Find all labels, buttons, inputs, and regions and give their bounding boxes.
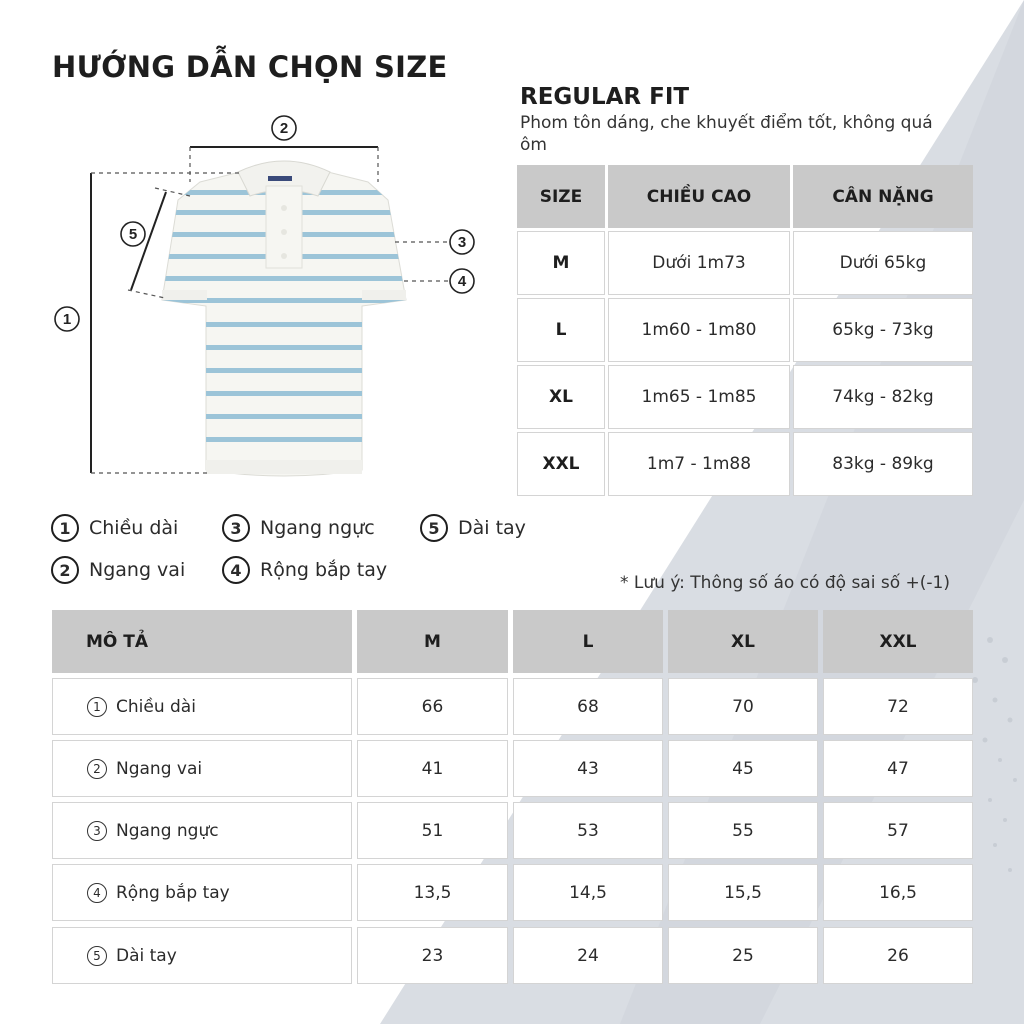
value-cell: 15,5	[668, 864, 818, 921]
legend-item-chest	[222, 514, 375, 542]
number-5-icon: 5	[87, 946, 107, 966]
size-cell: L	[517, 298, 605, 362]
value-cell: 14,5	[513, 864, 663, 921]
value-cell: 53	[513, 802, 663, 859]
table-row-label: 5 Dài tay	[52, 927, 352, 984]
page-title: HƯỚNG DẪN CHỌN SIZE	[52, 50, 448, 84]
height-cell: 1m7 - 1m88	[608, 432, 790, 496]
fit-description: Phom tôn dáng, che khuyết điểm tốt, không quá ôm	[520, 113, 933, 155]
size-xl-header: XL	[668, 610, 818, 673]
shirt-diagram	[40, 110, 510, 490]
number-1-icon: 1	[87, 697, 107, 717]
legend-label: Chiều dài	[89, 517, 179, 539]
height-cell: Dưới 1m73	[608, 231, 790, 295]
legend-label: Dài tay	[458, 517, 526, 539]
value-cell: 47	[823, 740, 973, 797]
value-cell: 43	[513, 740, 663, 797]
table-row-label: 4 Rộng bắp tay	[52, 864, 352, 921]
value-cell: 51	[357, 802, 508, 859]
value-cell: 16,5	[823, 864, 973, 921]
weight-cell: 83kg - 89kg	[793, 432, 973, 496]
weight-header: CÂN NẶNG	[793, 165, 973, 228]
description-header: MÔ TẢ	[52, 610, 352, 673]
number-1-icon: 1	[51, 514, 79, 542]
number-4-icon: 4	[222, 556, 250, 584]
weight-cell: Dưới 65kg	[793, 231, 973, 295]
value-cell: 25	[668, 927, 818, 984]
value-cell: 23	[357, 927, 508, 984]
number-3-icon: 3	[222, 514, 250, 542]
height-cell: 1m65 - 1m85	[608, 365, 790, 429]
fit-title: REGULAR FIT	[520, 84, 690, 110]
value-cell: 72	[823, 678, 973, 735]
marker-3: 3	[457, 234, 467, 251]
size-cell: XL	[517, 365, 605, 429]
value-cell: 45	[668, 740, 818, 797]
weight-cell: 74kg - 82kg	[793, 365, 973, 429]
size-cell: XXL	[517, 432, 605, 496]
value-cell: 57	[823, 802, 973, 859]
value-cell: 26	[823, 927, 973, 984]
number-4-icon: 4	[87, 883, 107, 903]
legend-item-sleeve	[420, 514, 526, 542]
value-cell: 66	[357, 678, 508, 735]
marker-2: 2	[279, 120, 289, 137]
marker-1: 1	[62, 311, 72, 328]
size-m-header: M	[357, 610, 508, 673]
legend-item-length	[51, 514, 178, 542]
number-2-icon: 2	[51, 556, 79, 584]
table-row-label: 1 Chiều dài	[52, 678, 352, 735]
value-cell: 24	[513, 927, 663, 984]
size-header: SIZE	[517, 165, 605, 228]
weight-cell: 65kg - 73kg	[793, 298, 973, 362]
number-3-icon: 3	[87, 821, 107, 841]
tolerance-note: * Lưu ý: Thông số áo có độ sai số +(-1)	[620, 573, 950, 593]
value-cell: 55	[668, 802, 818, 859]
table-row-label: 2 Ngang vai	[52, 740, 352, 797]
number-2-icon: 2	[87, 759, 107, 779]
legend-item-shoulder	[51, 556, 185, 584]
marker-5: 5	[128, 226, 138, 243]
number-5-icon: 5	[420, 514, 448, 542]
value-cell: 70	[668, 678, 818, 735]
height-cell: 1m60 - 1m80	[608, 298, 790, 362]
size-l-header: L	[513, 610, 663, 673]
size-xxl-header: XXL	[823, 610, 973, 673]
legend-label: Rộng bắp tay	[260, 559, 388, 581]
value-cell: 13,5	[357, 864, 508, 921]
legend-label: Ngang vai	[89, 559, 186, 581]
size-cell: M	[517, 231, 605, 295]
height-header: CHIỀU CAO	[608, 165, 790, 228]
marker-4: 4	[457, 273, 467, 290]
legend-item-bicep	[222, 556, 387, 584]
table-row-label: 3 Ngang ngực	[52, 802, 352, 859]
legend-label: Ngang ngực	[260, 517, 375, 539]
value-cell: 41	[357, 740, 508, 797]
value-cell: 68	[513, 678, 663, 735]
